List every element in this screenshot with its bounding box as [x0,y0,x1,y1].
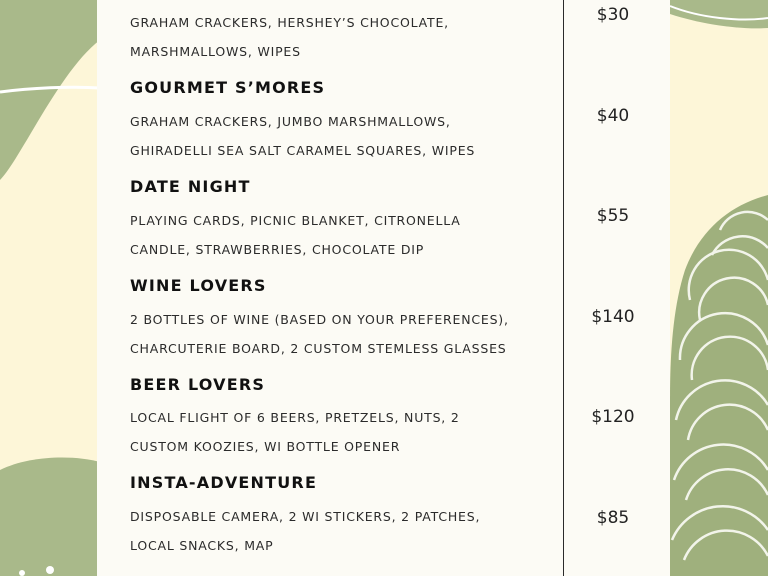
white-dot [46,566,54,574]
sage-blob-top-right [670,0,768,28]
item-title: INSTA-ADVENTURE [130,473,318,492]
item-description: 2 BOTTLES OF WINE (BASED ON YOUR PREFERENCES), CHARCUTERIE BOARD, 2 CUSTOM STEMLESS GLASSES [130,312,509,356]
item-price: $140 [591,307,635,327]
item-price: $55 [596,206,630,226]
price-divider [563,0,564,576]
item-price: $30 [596,5,630,25]
item-price: $85 [596,508,630,528]
item-description: PLAYING CARDS, PICNIC BLANKET, CITRONELLA CANDLE, STRAWBERRIES, CHOCOLATE DIP [130,213,461,257]
item-description: DISPOSABLE CAMERA, 2 WI STICKERS, 2 PATCHES, LOCAL SNACKS, MAP [130,509,481,553]
item-description: LOCAL FLIGHT OF 6 BEERS, PRETZELS, NUTS, 2 CUSTOM KOOZIES, WI BOTTLE OPENER [130,410,460,454]
item-title: WINE LOVERS [130,276,267,295]
item-price: $40 [596,106,630,126]
white-dot [19,570,25,576]
sage-blob-bottom-left [0,457,100,576]
item-description: GRAHAM CRACKERS, JUMBO MARSHMALLOWS, GHIRADELLI SEA SALT CARAMEL SQUARES, WIPES [130,114,476,158]
item-title: DATE NIGHT [130,177,251,196]
item-price: $120 [591,407,635,427]
item-title: BEER LOVERS [130,375,266,394]
item-title: GOURMET S’MORES [130,78,326,97]
item-description: GRAHAM CRACKERS, HERSHEY’S CHOCOLATE, MARSHMALLOWS, WIPES [130,15,449,59]
